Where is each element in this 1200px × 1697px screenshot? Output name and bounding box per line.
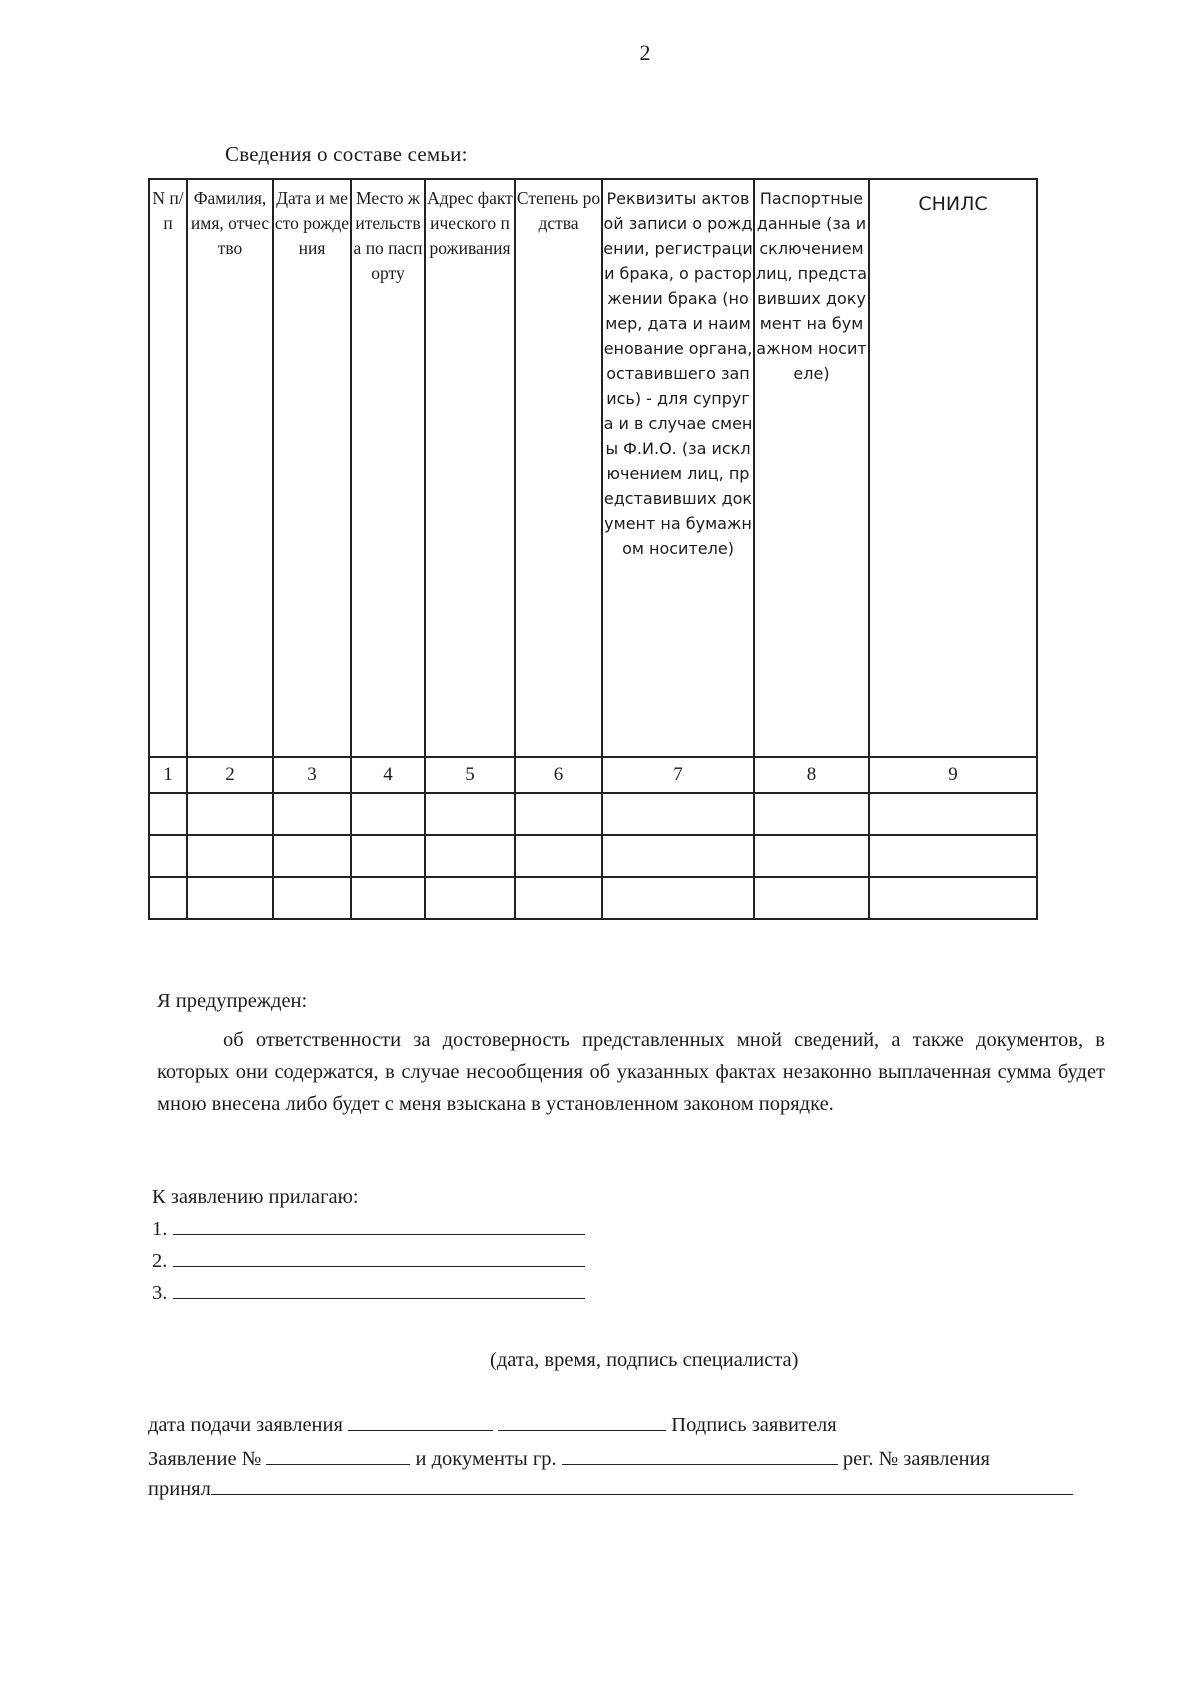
attachment-blank-line[interactable] <box>173 1250 585 1267</box>
table-cell[interactable] <box>149 793 187 835</box>
header-number: N п/п <box>149 179 187 757</box>
attachment-blank-line[interactable] <box>173 1218 585 1235</box>
column-number: 9 <box>869 757 1037 793</box>
table-cell[interactable] <box>351 835 425 877</box>
page-number: 2 <box>639 40 651 65</box>
table-cell[interactable] <box>425 877 515 919</box>
header-full-name: Фамилия, имя, отчество <box>187 179 273 757</box>
application-line <box>148 1446 990 1471</box>
header-passport-residence: Место жительства по паспорту <box>351 179 425 757</box>
column-number: 6 <box>515 757 602 793</box>
specialist-signature-caption: (дата, время, подпись специалиста) <box>490 1349 799 1371</box>
warning-text: об ответственности за достоверность представленных мной сведений, а также документов, в которых они содержатся, в случае несообщения об указанных фактах незаконно выплаченная сумма будет мною внесена либо будет с меня взыскана в установленном законом порядке. <box>157 1029 1105 1115</box>
table-cell[interactable] <box>425 793 515 835</box>
table-cell[interactable] <box>187 835 273 877</box>
attachment-number: 1. <box>152 1218 168 1240</box>
attachment-item <box>152 1218 585 1241</box>
column-number: 3 <box>273 757 351 793</box>
column-number: 5 <box>425 757 515 793</box>
table-cell[interactable] <box>869 877 1037 919</box>
column-number: 8 <box>754 757 869 793</box>
documents-label: и документы гр. <box>415 1448 557 1470</box>
table-cell[interactable] <box>273 793 351 835</box>
submit-date-label: дата подачи заявления <box>148 1414 343 1436</box>
accepted-label: принял <box>148 1478 211 1500</box>
attachment-blank-line[interactable] <box>173 1282 585 1299</box>
table-cell[interactable] <box>602 835 754 877</box>
table-cell[interactable] <box>754 835 869 877</box>
table-cell[interactable] <box>273 835 351 877</box>
table-cell[interactable] <box>515 877 602 919</box>
application-no-blank[interactable] <box>266 1446 410 1465</box>
header-civil-record: Реквизиты актовой записи о рождении, регистрации брака, о расторжении брака (номер, дата и наименование органа, оставившего запись) - для супруга и в случае смены Ф.И.О. (за исключением лиц, представивших документ на бумажном носителе) <box>602 179 754 757</box>
table-cell[interactable] <box>273 877 351 919</box>
table-row <box>149 835 1037 877</box>
table-numbering-row <box>149 757 1037 793</box>
attachment-item <box>152 1282 585 1305</box>
header-birth-date-place: Дата и место рождения <box>273 179 351 757</box>
attachments-heading: К заявлению прилагаю: <box>152 1186 359 1208</box>
table-cell[interactable] <box>602 877 754 919</box>
column-number: 4 <box>351 757 425 793</box>
attachment-number: 2. <box>152 1250 168 1272</box>
submit-date-line <box>148 1412 837 1437</box>
table-cell[interactable] <box>351 793 425 835</box>
citizen-name-blank[interactable] <box>562 1446 838 1465</box>
application-no-label: Заявление № <box>148 1448 262 1470</box>
accepted-by-blank[interactable] <box>211 1476 1073 1495</box>
applicant-signature-label: Подпись заявителя <box>671 1414 837 1436</box>
table-cell[interactable] <box>425 835 515 877</box>
table-cell[interactable] <box>754 877 869 919</box>
accepted-line <box>148 1476 1073 1501</box>
attachment-item <box>152 1250 585 1273</box>
table-cell[interactable] <box>869 793 1037 835</box>
header-snils: СНИЛС <box>869 179 1037 757</box>
table-cell[interactable] <box>515 835 602 877</box>
column-number: 1 <box>149 757 187 793</box>
table-cell[interactable] <box>149 877 187 919</box>
table-row <box>149 877 1037 919</box>
header-kinship: Степень родства <box>515 179 602 757</box>
attachment-number: 3. <box>152 1282 168 1304</box>
column-number: 7 <box>602 757 754 793</box>
table-cell[interactable] <box>351 877 425 919</box>
table-cell[interactable] <box>869 835 1037 877</box>
table-cell[interactable] <box>602 793 754 835</box>
table-row <box>149 793 1037 835</box>
warning-heading: Я предупрежден: <box>157 990 308 1012</box>
section-title: Сведения о составе семьи: <box>225 142 468 166</box>
header-actual-address: Адрес фактического проживания <box>425 179 515 757</box>
table-cell[interactable] <box>187 877 273 919</box>
signature-blank[interactable] <box>498 1412 666 1431</box>
submit-date-blank[interactable] <box>348 1412 493 1431</box>
column-number: 2 <box>187 757 273 793</box>
table-cell[interactable] <box>187 793 273 835</box>
table-cell[interactable] <box>754 793 869 835</box>
table-header-row <box>149 179 1037 757</box>
family-composition-table <box>148 178 1038 920</box>
table-cell[interactable] <box>515 793 602 835</box>
table-cell[interactable] <box>149 835 187 877</box>
header-passport-data: Паспортные данные (за исключением лиц, представивших документ на бумажном носителе) <box>754 179 869 757</box>
reg-no-label: рег. № заявления <box>842 1448 990 1470</box>
